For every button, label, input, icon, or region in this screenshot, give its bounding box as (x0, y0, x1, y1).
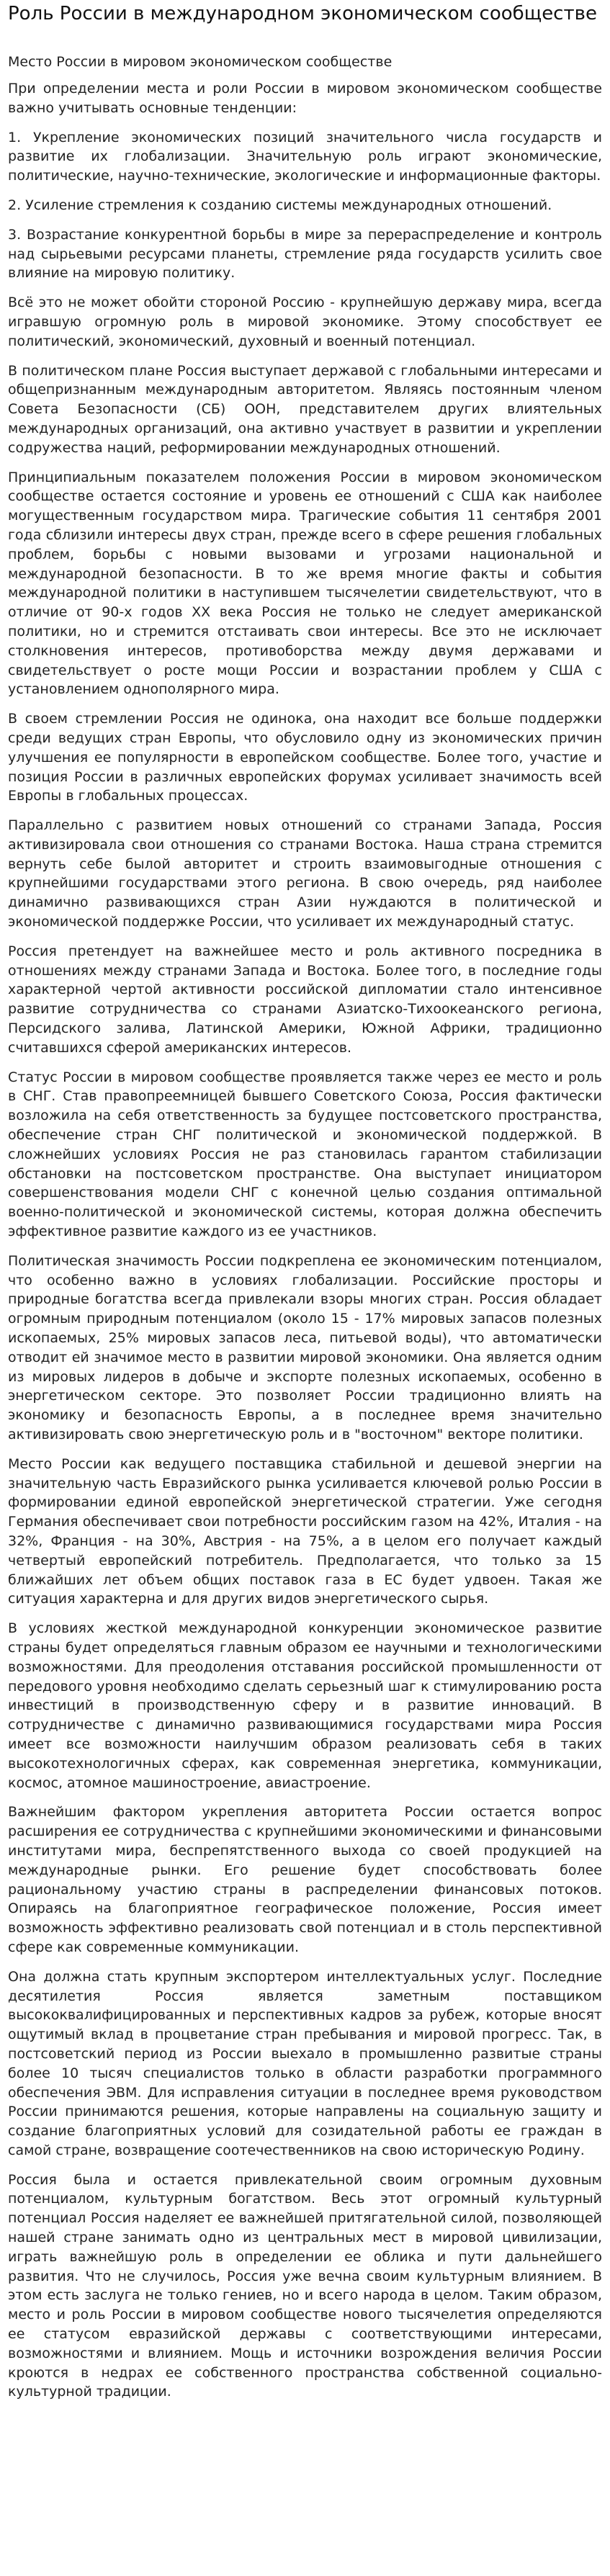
paragraph-potential: Всё это не может обойти стороной Россию - крупнейшую державу мира, всегда игравшую огромную роль в мировой экономике. Этому способствует ее политический, экономический, духовный и военный потенциал. (8, 295, 602, 349)
paragraph-intellectual: Она должна стать крупным экспортером интеллектуальных услуг. Последние десятилетия Россия является заметным поставщиком высококвалифицированных и перспективных кадров за рубеж, которые вносят ощутимый вклад в процветание стран пребывания и мировой прогресс. Так, в постсоветский период из России выехало в промышленно развитые страны более 10 тысяч специалистов только в области разработки программного обеспечения ЭВМ. Для исправления ситуации в последнее время руководством России принимаются решения, которые направлены на социальную защиту и создание благоприятных условий для созидательной работы ее граждан в самой стране, возвращение соотечественников на свою историческую Родину. (8, 1968, 602, 2158)
section-subtitle: Место России в мировом экономическом сообществе (8, 54, 393, 70)
paragraph-finance: Важнейшим фактором укрепления авторитета России остается вопрос расширения ее сотрудничества с крупнейшими экономическими и финансовыми институтами мира, беспрепятственного выхода со своей продукцией на международные рынки. Его решение будет способствовать более рациональному участию страны в распределении финансовых потоков. Опираясь на благоприятное географическое положение, Россия имеет возможность эффективно реализовать свой потенциал и в столь перспективной сфере как современные коммуникации. (8, 1804, 602, 1955)
page-title: Роль России в международном экономическом сообществе (8, 3, 597, 24)
paragraph-resources: Политическая значимость России подкреплена ее экономическим потенциалом, что особенно важно в условиях глобализации. Российские просторы и природные богатства всегда привлекали взоры многих стран. Россия обладает огромным природным потенциалом (около 15 - 17% мировых запасов полезных ископаемых, 25% мировых запасов леса, питьевой воды), что автоматически отводит ей значимое место в развитии мировой экономики. Она является одним из мировых лидеров в добыче и экспорте полезных ископаемых, особенно в энергетическом секторе. Это позволяет России традиционно влиять на экономику и безопасность Европы, а в последнее время значительно активизировать свою энергетическую роль и в "восточном" векторе политики. (8, 1252, 602, 1442)
paragraph-intro: При определении места и роли России в мировом экономическом сообществе важно учитывать основные тенденции: (8, 81, 602, 116)
paragraph-cis: Статус России в мировом сообществе проявляется также через ее место и роль в СНГ. Став правопреемницей бывшего Советского Союза, Россия фактически возложила на себя ответственность за будущее постсоветского пространства, обеспечение стран СНГ политической и экономической поддержкой. В сложнейших условиях Россия не раз становилась гарантом стабилизации обстановки на постсоветском пространстве. Она выступает инициатором совершенствования модели СНГ с конечной целью создания оптимальной военно-политической и экономической системы, которая должна обеспечить эффективное развитие каждого из ее участников. (8, 1069, 602, 1240)
paragraph-usa-relations: Принципиальным показателем положения России в мировом экономическом сообществе остается состояние и уровень ее отношений с США как наиболее могущественным государством мира. Трагические события 11 сентября 2001 года сблизили интересы двух стран, прежде всего в сфере решения глобальных проблем, борьбы с новыми вызовами и угрозами национальной и международной безопасности. В то же время многие факты и события международной политики в наступившем тысячелетии свидетельствуют, что в отличие от 90-х годов XX века Россия не только не следует американской политики, но и стремится отстаивать свои интересы. Все это не исключает столкновения интересов, противоборства между двумя державами и свидетельствует о росте мощи России и возрастании проблем у США с установлением однополярного мира. (8, 469, 602, 698)
paragraph-trend-2: 2. Усиление стремления к созданию системы международных отношений. (8, 197, 552, 213)
paragraph-mediator: Россия претендует на важнейшее место и роль активного посредника в отношениях между странами Запада и Востока. Более того, в последние годы характерной чертой активности российской дипломатии стало интенсивное развитие сотрудничества со странами Азиатско-Тихоокеанского региона, Персидского залива, Латинской Америки, Южной Африки, традиционно считавшихся сферой американских интересов. (8, 943, 602, 1056)
paragraph-trend-1: 1. Укрепление экономических позиций значительного числа государств и развитие их глобализации. Значительную роль играют экономические, политические, научно-технические, экологические и информационные факторы. (8, 129, 602, 184)
paragraph-europe: В своем стремлении Россия не одинока, она находит все больше поддержки среди ведущих стран Европы, что обусловило одну из экономических причин улучшения ее популярности в европейском сообществе. Более того, участие и позиция России в различных европейских форумах усиливает значимость всей Европы в глобальных процессах. (8, 711, 602, 804)
paragraph-trend-3: 3. Возрастание конкурентной борьбы в мире за перераспределение и контроль над сырьевыми ресурсами планеты, стремление ряда государств усилить свое влияние на мировую политику. (8, 226, 602, 282)
paragraph-culture: Россия была и остается привлекательной своим огромным духовным потенциалом, культурным богатством. Весь этот огромный культурный потенциал Россия наделяет ее важнейшей притягательной силой, позволяющей нашей стране занимать одно из центральных мест в мировой цивилизации, играть важнейшую роль в определении ее облика и пути дальнейшего развития. Что не случилось, Россия уже вечна своим культурным влиянием. В этом есть заслуга не только гениев, но и всего народа в целом. Таким образом, место и роль России в мировом сообществе нового тысячелетия определяются ее статусом евразийской державы с соответствующими интересами, возможностями и влиянием. Мощь и источники возрождения величия России кроются в недрах ее собственного пространства собственной социально-культурной традиции. (8, 2171, 602, 2400)
article-body (8, 79, 602, 2402)
paragraph-political: В политическом плане Россия выступает державой с глобальными интересами и общепризнанным международным авторитетом. Являясь постоянным членом Совета Безопасности (СБ) ООН, представителем других влиятельных международных организаций, она активно участвует в развитии и укреплении содружества наций, реформировании международных отношений. (8, 362, 602, 456)
paragraph-technology: В условиях жесткой международной конкуренции экономическое развитие страны будет определяться главным образом ее научными и технологическими возможностями. Для преодоления отставания российской промышленности от передового уровня необходимо сделать серьезный шаг к стимулированию роста инвестиций в производственную сферу и в развитие инноваций. В сотрудничестве с динамично развивающимися государствами мира Россия имеет все возможности наилучшим образом реализовать себя в таких высокотехнологичных сферах, как современная энергетика, коммуникации, космос, атомное машиностроение, авиастроение. (8, 1620, 602, 1791)
paragraph-east: Параллельно с развитием новых отношений со странами Запада, Россия активизировала свои отношения со странами Востока. Наша страна стремится вернуть себе былой авторитет и строить взаимовыгодные отношения с крупнейшими государствами этого региона. В свою очередь, ряд наиболее динамично развивающихся стран Азии нуждаются в политической и экономической поддержке России, что усиливает их международный статус. (8, 817, 602, 930)
paragraph-energy: Место России как ведущего поставщика стабильной и дешевой энергии на значительную часть Евразийского рынка усиливается ключевой ролью России в формировании единой европейской энергетической стратегии. Уже сегодня Германия обеспечивает свои потребности российским газом на 42%, Италия - на 32%, Франция - на 30%, Австрия - на 75%, а в целом его получает каждый четвертый европейский потребитель. Предполагается, что только за 15 ближайших лет объем общих поставок газа в ЕС будет удвоен. Такая же ситуация характерна и для других видов энергетического сырья. (8, 1455, 602, 1607)
